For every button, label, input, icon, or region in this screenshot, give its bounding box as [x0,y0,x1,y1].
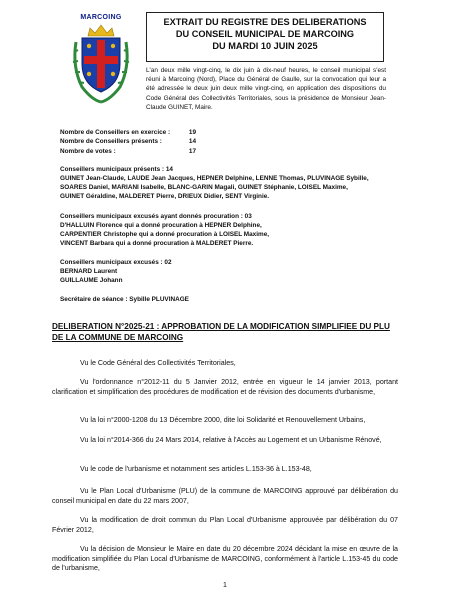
excused-proxy-members [60,212,388,248]
consideration-paragraph [52,359,398,369]
council-counts [60,128,196,156]
consideration-paragraph [52,416,398,426]
count-value: 19 [188,129,196,136]
count-row [60,147,196,156]
title-line-3: DU MARDI 10 JUIN 2025 [212,41,318,51]
present-line: GUINET Jean-Claude, LAUDE Jean Jacques, HEPNER Delphine, LENNE Thomas, PLUVINAGE Sybille, [60,175,369,183]
consideration-paragraph [52,487,398,506]
count-row [60,137,196,146]
consideration-paragraph [52,378,398,397]
present-line: GUINET Géraldine, MALDERET Pierre, DRIEUX Didier, SENT Virginie. [60,193,270,201]
count-row [60,128,196,137]
consideration-text: Vu la loi n°2014-366 du 24 Mars 2014, relative à l'Accès au Logement et un Urbanisme Rénové, [80,436,382,444]
consideration-paragraph [52,516,398,535]
excused-proxy-line: D'HALLUIN Florence qui a donné procuration à HEPNER Delphine, [60,222,262,230]
consideration-text: Vu la décision de Monsieur le Maire en date du 20 décembre 2024 décidant la mise en œuvre de la modification simplifiée du Plan Local d'Urbanisme de MARCOING, conformément à l'article L.153-45 du code de l'urbanisme, [52,545,398,573]
title-line-2: DU CONSEIL MUNICIPAL DE MARCOING [175,29,355,39]
present-members [60,165,388,201]
count-label: Nombre de votes : [60,147,116,155]
title-line-1: EXTRAIT DU REGISTRE DES DELIBERATIONS [163,17,367,27]
consideration-paragraph [52,545,398,574]
present-line: SOARES Daniel, MARIANI Isabelle, BLANC-GARIN Magali, GUINET Stéphanie, LOISEL Maxime, [60,184,348,192]
count-value: 17 [188,147,196,155]
municipal-crest-logo [68,12,134,104]
consideration-text: Vu le Code Général des Collectivités Territoriales, [80,359,236,367]
excused-line: BERNARD Laurent [60,268,118,276]
excused-proxy-line: VINCENT Barbara qui a donné procuration à MALDERET Pierre. [60,240,254,248]
session-preamble: L'an deux mille vingt-cinq, le dix juin à dix-neuf heures, le conseil municipal s'est réuni à Marcoing (Nord), Place du Général de Gaulle, sur la convocation qui leur a été adressée le deux juin deux mille vingt-cinq, en application des dispositions du Code Général des Collectivités Territoriales, sous la présidence de Monsieur Jean-Claude GUINET, Maire. [146,67,386,111]
excused-heading: Conseillers municipaux excusés : 02 [60,259,172,266]
session-secretary: Secrétaire de séance : Sybille PLUVINAGE [60,296,189,303]
excused-proxy-line: CARPENTIER Christophe qui a donné procuration à LOISEL Maxime, [60,231,270,239]
consideration-paragraph [52,436,398,446]
count-value: 14 [188,138,196,146]
municipality-name: MARCOING [80,14,122,21]
count-label: Nombre de Conseillers en exercice : [60,129,171,136]
consideration-text: Vu le code de l'urbanisme et notamment ses articles L.153-36 à L.153-48, [80,465,312,473]
excused-members [60,258,388,285]
consideration-text: Vu le Plan Local d'Urbanisme (PLU) de la commune de MARCOING approuvé par délibération du conseil municipal en date du 22 mars 2007, [52,487,398,505]
register-title-box [146,12,384,62]
consideration-text: Vu la modification de droit commun du Plan Local d'Urbanisme approuvée par délibération du 07 Février 2012, [52,516,398,534]
excused-proxy-heading: Conseillers municipaux excusés ayant donnés procuration : 03 [60,213,252,220]
consideration-text: Vu la loi n°2000-1208 du 13 Décembre 2000, dite loi Solidarité et Renouvellement Urbains, [80,416,366,424]
deliberation-title: DELIBERATION N°2025-21 : APPROBATION DE LA MODIFICATION SIMPLIFIEE DU PLU DE LA COMMUNE DE MARCOING [52,322,390,342]
page-number: 1 [223,582,227,589]
consideration-text: Vu l'ordonnance n°2012-11 du 5 Janvier 2012, entrée en vigueur le 14 janvier 2013, portant clarification et simplification des procédures de modification et de révision des documents d'urbanisme, [52,378,398,396]
count-label: Nombre de Conseillers présents : [60,138,162,146]
excused-line: GUILLAUME Johann [60,277,123,285]
present-heading: Conseillers municipaux présents : 14 [60,166,173,173]
consideration-paragraph [52,465,398,475]
